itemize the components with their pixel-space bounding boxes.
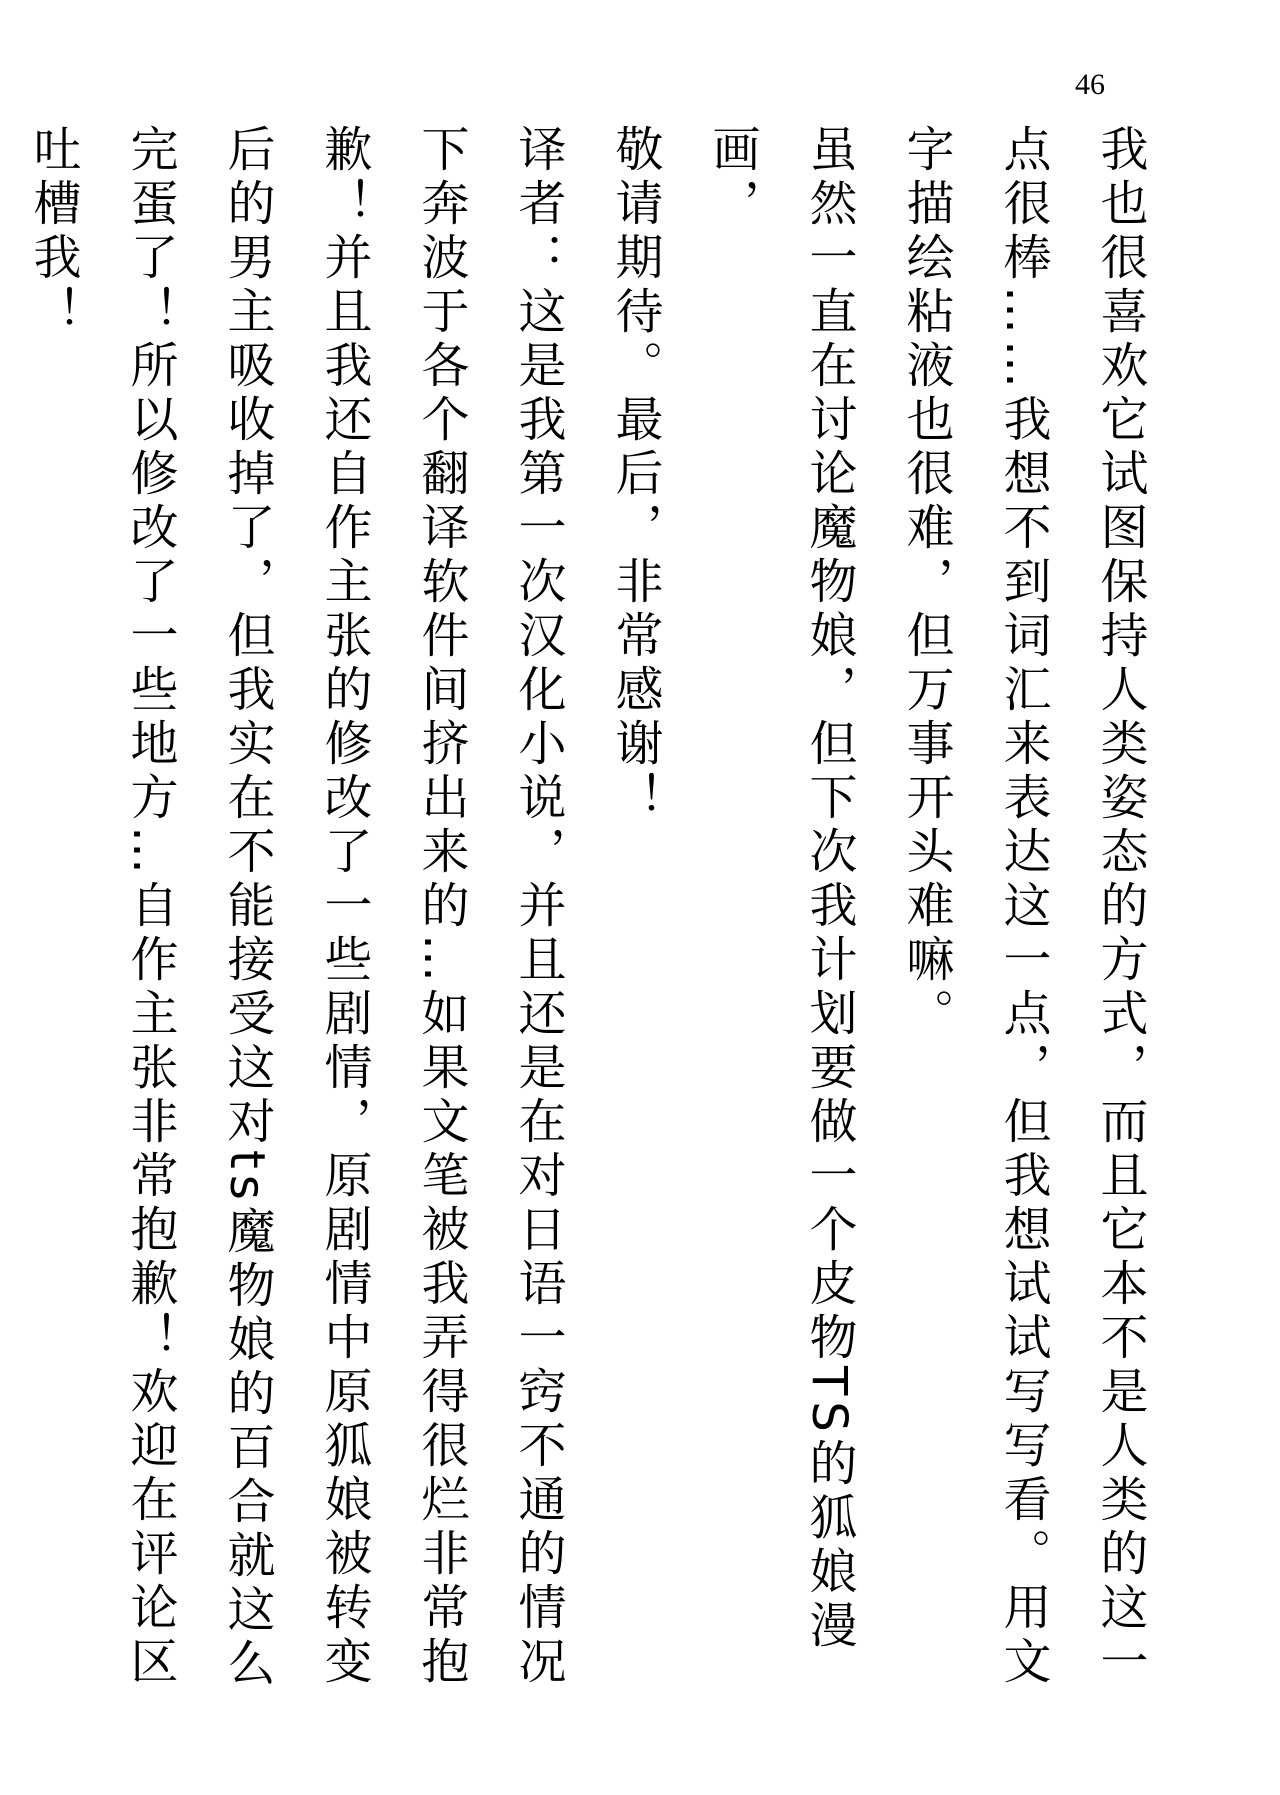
vertical-text-body — [0, 124, 1168, 1734]
translator-note: 译者：这是我第一次汉化小说，并且还是在对日语一窍不通的情况下奔波于各个翻译软件间挤出来的…如果文笔被我弄得很烂非常抱歉！并且我还自作主张的修改了一些剧情，原剧情中原狐娘被转变后的男主吸收掉了，但我实在不能接受这对ts魔物娘的百合就这么完蛋了！所以修改了一些地方…自作主张非常抱歉！欢迎在评论区吐槽我！ — [25, 124, 566, 1692]
paragraph-1: 我也很喜欢它试图保持人类姿态的方式，而且它本不是人类的这一点很棒……我想不到词汇来表达这一点，但我想试试写写看。用文字描绘粘液也很难，但万事开头难嘛。 — [898, 124, 1148, 1690]
page-number: 46 — [1075, 68, 1105, 101]
paragraph-3: 敬请期待。最后，非常感谢！ — [607, 124, 663, 826]
paragraph-2: 虽然一直在讨论魔物娘，但下次我计划要做一个皮物TS的狐娘漫画， — [704, 124, 857, 1654]
